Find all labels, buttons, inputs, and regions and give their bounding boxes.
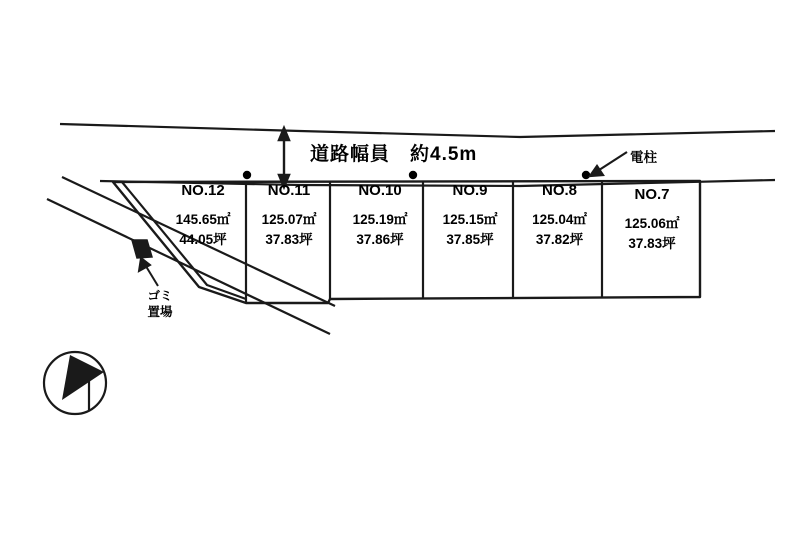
lot-name: NO.8 bbox=[541, 182, 577, 199]
lot-label-no8 bbox=[518, 182, 601, 249]
utility-pole-dot-3 bbox=[582, 171, 590, 179]
utility-pole-dot-2 bbox=[409, 171, 417, 179]
lot-tsubo: 37.85坪 bbox=[446, 231, 494, 247]
lot-name: NO.9 bbox=[452, 182, 488, 199]
lot-label-no12 bbox=[160, 182, 246, 249]
lot-area: 145.65㎡ bbox=[175, 211, 231, 227]
lot-area: 125.04㎡ bbox=[532, 211, 587, 227]
lot-area: 125.06㎡ bbox=[624, 215, 680, 231]
lot-area: 125.07㎡ bbox=[261, 211, 317, 227]
lot-label-no7 bbox=[606, 186, 698, 253]
lot-name: NO.11 bbox=[267, 182, 311, 199]
lot-name: NO.10 bbox=[358, 182, 402, 199]
refuse-station-block bbox=[132, 240, 152, 258]
lot-area: 125.15㎡ bbox=[442, 211, 498, 227]
lot-label-no11 bbox=[248, 182, 330, 249]
road-width-label: 道路幅員 約4.5m bbox=[310, 144, 478, 165]
road-upper-edge bbox=[60, 124, 775, 137]
north-compass bbox=[44, 352, 106, 414]
lot-tsubo: 44.05坪 bbox=[179, 231, 227, 247]
lot-tsubo: 37.83坪 bbox=[628, 235, 676, 251]
utility-pole-dot-1 bbox=[243, 171, 251, 179]
lot-tsubo: 37.82坪 bbox=[535, 231, 584, 247]
refuse-station-label bbox=[140, 288, 180, 321]
lot-label-no10 bbox=[338, 182, 422, 249]
lot-label-no9 bbox=[428, 182, 512, 249]
refuse-station-arrow bbox=[139, 258, 158, 286]
refuse-station-label-line2: 置場 bbox=[147, 305, 173, 320]
road-width-arrow bbox=[279, 128, 289, 187]
utility-pole-label: 電柱 bbox=[630, 150, 657, 165]
lot-name: NO.12 bbox=[181, 182, 225, 199]
lot-tsubo: 37.86坪 bbox=[356, 231, 404, 247]
lot-tsubo: 37.83坪 bbox=[265, 231, 313, 247]
refuse-station-label-line1: ゴミ bbox=[147, 289, 173, 303]
utility-pole-arrow bbox=[590, 152, 627, 176]
lot-area: 125.19㎡ bbox=[352, 211, 408, 227]
lot-name: NO.7 bbox=[634, 186, 670, 203]
